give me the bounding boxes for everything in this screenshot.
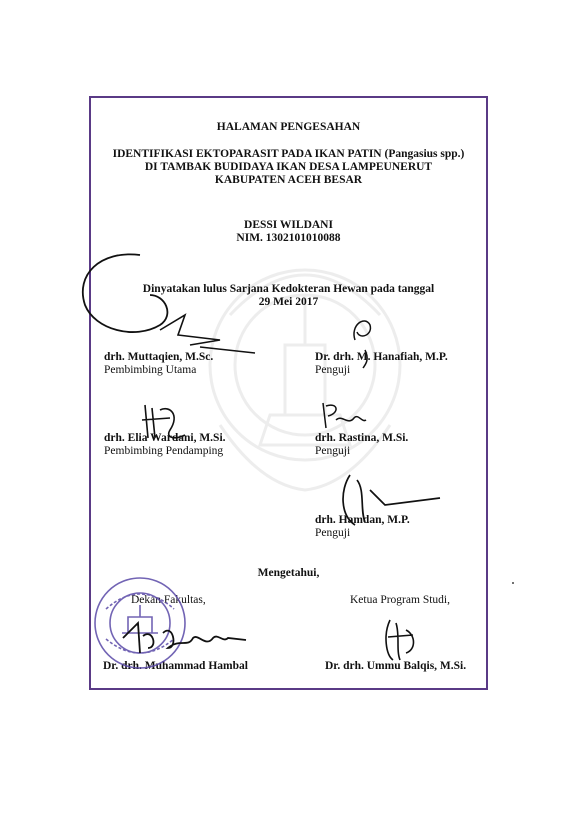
scan-speck [512, 582, 514, 584]
graduation-date: 29 Mei 2017 [258, 296, 319, 308]
graduation-statement: Dinyatakan lulus Sarjana Kedokteran Hewan pada tanggal [142, 283, 435, 295]
signature-hambal [118, 618, 248, 658]
signatory-role: Penguji [315, 364, 351, 376]
author-name: DESSI WILDANI [244, 219, 333, 231]
thesis-title-line: IDENTIFIKASI EKTOPARASIT PADA IKAN PATIN (Pangasius spp.) [112, 148, 465, 160]
signatory-name: drh. Hamdan, M.P. [315, 514, 410, 526]
thesis-title-line: KABUPATEN ACEH BESAR [214, 174, 363, 186]
signature-balqis [378, 615, 423, 665]
author-nim: NIM. 1302101010088 [236, 232, 341, 244]
dean-name: Dr. drh. Muhammad Hambal [103, 660, 248, 672]
page-title: HALAMAN PENGESAHAN [216, 121, 361, 133]
signatory-role: Penguji [315, 445, 351, 457]
signature-hanafiah [335, 310, 395, 370]
signature-large-loop [60, 235, 260, 365]
signatory-role: Penguji [315, 527, 351, 539]
signature-rastina [318, 398, 368, 433]
program-head-title: Ketua Program Studi, [350, 594, 450, 606]
signatory-role: Pembimbing Utama [104, 364, 197, 376]
signatory-name: drh. Muttaqien, M.Sc. [104, 351, 214, 363]
signatory-name: Dr. drh. M. Hanafiah, M.P. [315, 351, 448, 363]
signatory-name: drh. Rastina, M.Si. [315, 432, 409, 444]
signatory-name: drh. Elia Wardani, M.Si. [104, 432, 226, 444]
signatory-role: Pembimbing Pendamping [104, 445, 224, 457]
approval-heading: Mengetahui, [257, 567, 320, 579]
thesis-title-line: DI TAMBAK BUDIDAYA IKAN DESA LAMPEUNERUT [144, 161, 433, 173]
signature-hamdan [335, 470, 445, 530]
signature-wardani [140, 400, 190, 445]
program-head-name: Dr. drh. Ummu Balqis, M.Si. [325, 660, 467, 672]
dean-title: Dekan Fakultas, [131, 594, 206, 606]
